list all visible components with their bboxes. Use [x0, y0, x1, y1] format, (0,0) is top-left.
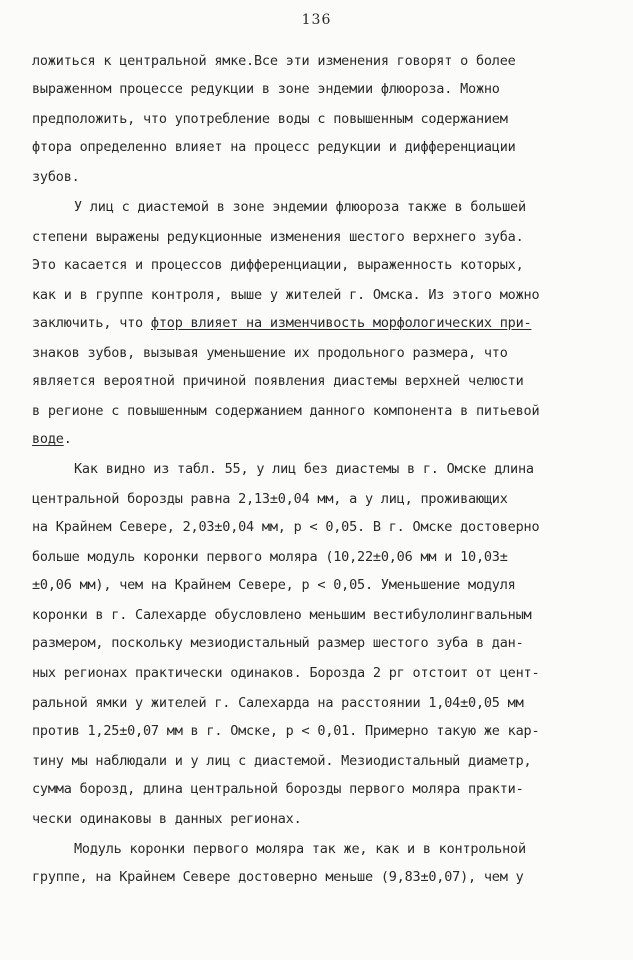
text-line: ных регионах практически одинаков. Борозда 2 рг отстоит от цент- — [32, 665, 540, 681]
text-line: ±0,06 мм), чем на Крайнем Севере, р < 0,05. Уменьшение модуля — [32, 577, 516, 593]
underlined-text-line: является вероятной причиной появления диастемы верхней челюсти — [32, 373, 524, 389]
text-line: степени выражены редукционные изменения шестого верхнего зуба. — [32, 229, 524, 245]
text-line: на Крайнем Севере, 2,03±0,04 мм, р < 0,05. В г. Омске достоверно — [32, 519, 540, 535]
text-line: Модуль коронки первого моляра так же, как и в контрольной — [74, 841, 526, 857]
underlined-text-line: знаков зубов, вызывая уменьшение их продольного размера, что — [32, 345, 508, 361]
text-line: У лиц с диастемой в зоне эндемии флюороза также в большей — [74, 199, 526, 215]
text-line: Как видно из табл. 55, у лиц без диастемы в г. Омске длина — [74, 461, 534, 477]
text-line: Это касается и процессов дифференциации, выраженность которых, — [32, 257, 524, 273]
text-fragment: заключить, что — [32, 315, 151, 331]
text-line: больше модуль коронки первого моляра (10,22±0,06 мм и 10,03± — [32, 549, 508, 565]
text-line: фтора определенно влияет на процесс редукции и дифференциации — [32, 139, 516, 155]
text-line: тину мы наблюдали и у лиц с диастемой. Мезиодистальный диаметр, — [32, 753, 532, 769]
text-line: предположить, что употребление воды с повышенным содержанием — [32, 111, 508, 127]
text-line: ложиться к центральной ямке.Все эти изменения говорят о более — [32, 53, 516, 69]
underlined-text-line: в регионе с повышенным содержанием данного компонента в питьевой — [32, 403, 540, 419]
text-line: размером, поскольку мезиодистальный размер шестого зуба в дан- — [32, 635, 524, 651]
text-line: чески одинаковы в данных регионах. — [32, 811, 302, 827]
text-line — [32, 430, 72, 448]
underlined-text: воде — [32, 431, 64, 447]
text-fragment: . — [63, 431, 72, 447]
text-line: коронки в г. Салехарде обусловлено меньшим вестибулолингвальным — [32, 607, 532, 623]
text-line: группе, на Крайнем Севере достоверно меньше (9,83±0,07), чем у — [32, 869, 524, 885]
page-number: 136 — [301, 12, 332, 28]
text-line: ральной ямки у жителей г. Салехарда на расстоянии 1,04±0,05 мм — [32, 695, 524, 711]
text-line: сумма борозд, длина центральной борозды первого моляра практи- — [32, 781, 524, 797]
text-line: выраженном процессе редукции в зоне эндемии флюороза. Можно — [32, 81, 500, 97]
text-line: зубов. — [32, 169, 80, 185]
text-line: центральной борозды равна 2,13±0,04 мм, а у лиц, проживающих — [32, 491, 508, 507]
text-line: против 1,25±0,07 мм в г. Омске, р < 0,01. Примерно такую же кар- — [32, 723, 540, 739]
text-line: как и в группе контроля, выше у жителей г. Омска. Из этого можно — [32, 287, 540, 303]
text-line — [32, 314, 531, 332]
underlined-text: фтор влияет на изменчивость морфологических при- — [150, 315, 532, 331]
